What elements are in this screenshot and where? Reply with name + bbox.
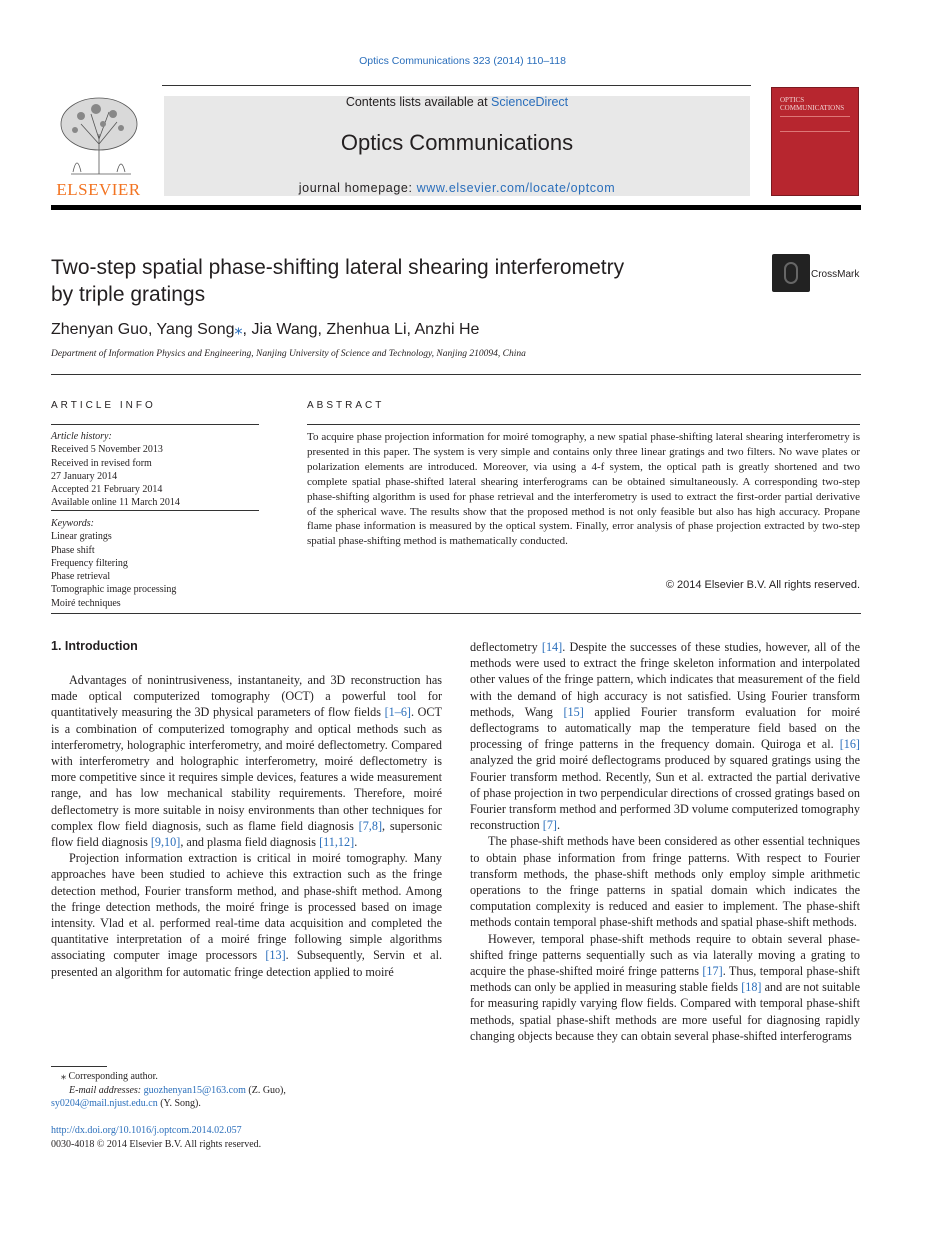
keyword-item: Phase retrieval [51, 571, 111, 583]
text-run: . Despite the successes of these studies, however, all of the methods were used to extract the fringe skeleton information and interpolated other values of the fringe pattern, which indicates that measurement of the field with the demand of high accuracy is not satisfied. Using Fourier transform methods, Wang [470, 640, 860, 719]
text-run: analyzed the grid moiré deflectograms produced by squared gratings using the Fourier transform method. Recently, Sun et al. extracted the partial derivative of phase projection in two perpendicular directions of crossed gratings based on Fourier transform method and performed 3D volume computerized tomography reconstruction [470, 753, 860, 833]
history-item: Received 5 November 2013 [51, 444, 163, 456]
footnote [51, 1070, 351, 1111]
paragraph: The phase-shift methods have been considered as other essential techniques to obtain phase information from fringe patterns. With respect to Fourier transform methods, the phase-shift methods only employ simple arithmetic operations to the fringe patterns in spatial domain which indicates the computation complexity is reduced and easier to implement. The phase-shift methods contain temporal phase-shift methods and spatial phase-shift methods. [470, 834, 860, 930]
text-run: , supersonic flow field diagnosis [51, 818, 442, 850]
crossmark-label[interactable]: CrossMark [811, 269, 860, 280]
email-link[interactable]: sy0204@mail.njust.edu.cn [51, 1098, 158, 1109]
article-info-heading: ARTICLE INFO [51, 400, 156, 411]
footnote-emails [51, 1084, 351, 1098]
text-run: , and plasma field diagnosis [180, 835, 320, 850]
crossmark-icon[interactable] [772, 254, 810, 292]
header-top-rule [162, 85, 751, 86]
keyword-item: Frequency filtering [51, 557, 128, 569]
text-run: Projection information extraction is critical in moiré tomography. Many approaches have been studied to achieve this extraction such as the fringe detection method, Fourier transform method, and phase-shift method. Among the fringe detection methods, the moiré fringe is processed based on image intensity. Vlad et al. performed real-time data acquisition and completed the quantitative interpretation of a moiré fringe following simple algorithms associating computer image processors [51, 851, 442, 963]
keywords-label: Keywords: [51, 518, 94, 529]
citation-link[interactable]: [7,8] [358, 818, 383, 833]
footnote-email-2 [51, 1097, 351, 1111]
keywords [51, 517, 261, 610]
citation-link[interactable]: [15] [563, 704, 584, 719]
journal-name: Optics Communications [340, 130, 574, 155]
tree-logo-icon [51, 94, 146, 179]
citation-link[interactable]: [17] [702, 964, 723, 979]
paragraph [470, 931, 860, 1044]
contents-prefix: Contents lists available at [345, 95, 492, 109]
history-item: Received in revised form [51, 457, 152, 469]
journal-cover-thumbnail[interactable] [771, 87, 859, 196]
keyword-item: Phase shift [51, 544, 95, 556]
text-run: However, temporal phase-shift methods require to obtain several phase-shifted fringe patterns sequentially such as via laterally moving a grating to acquire the phase-shifted moiré fringe patterns [470, 931, 860, 979]
text-run: . Subsequently, Servin et al. presented an algorithm for automatic fringe detection applied to moiré [51, 948, 442, 979]
citation-link[interactable]: [9,10] [150, 835, 181, 850]
email-owner: (Z. Guo), [245, 1084, 286, 1096]
crossmark-glyph [784, 262, 798, 284]
title-bottom-rule [51, 374, 861, 375]
authors-rest: , Jia Wang, Zhenhua Li, Anzhi He [242, 321, 480, 338]
abstract-heading: ABSTRACT [307, 400, 385, 411]
paragraph [51, 850, 442, 980]
footnote-mark: ⁎ [61, 1071, 66, 1082]
contents-line [164, 95, 750, 109]
corresponding-author-mark[interactable]: ⁎ [234, 321, 243, 338]
section-heading-introduction: 1. Introduction [51, 639, 138, 653]
text-run: Advantages of nonintrusiveness, instantaneity, and 3D reconstruction has made optical computerized tomography (OCT) a powerful tool for quantitatively measuring the 3D physical parameters of flow fields [51, 673, 442, 720]
citation-link[interactable]: [7] [542, 818, 557, 833]
text-run: applied Fourier transform evaluation for moiré deflectograms to automatically map the temperature field based on the processing of fringe patterns in the frequency domain. Quiroga et al. [470, 704, 860, 752]
title-line-1: Two-step spatial phase-shifting lateral shearing interferometry [51, 256, 625, 279]
citation-link[interactable]: [18] [741, 980, 762, 995]
paragraph [470, 639, 860, 833]
history-item: Accepted 21 February 2014 [51, 484, 163, 496]
history-label: Article history: [51, 431, 112, 442]
citation-link[interactable]: [13] [265, 948, 286, 963]
doi-block [51, 1124, 451, 1151]
header-thick-rule [51, 205, 861, 210]
citation-link[interactable]: [1–6] [384, 705, 411, 720]
keyword-item: Tomographic image processing [51, 584, 177, 596]
text-run: and are not suitable for measuring rapidly varying flow fields. Compared with temporal phase-shift methods, spatial phase-shift methods are more useful for diagnosing rapidly changing objects because they can obtain several phase-shifted interferograms [470, 980, 860, 1043]
left-column [51, 672, 442, 980]
title-line-2: by triple gratings [51, 283, 206, 306]
article-info-rule [51, 424, 259, 425]
journal-homepage [164, 181, 750, 195]
text-run: . Thus, temporal phase-shift methods can only be applied in measuring stable fields [470, 964, 860, 995]
footnote-rule [51, 1066, 107, 1067]
citation-link[interactable]: [11,12] [319, 835, 355, 850]
abstract-text: To acquire phase projection information for moiré tomography, a new spatial phase-shifting lateral shearing interferometry is presented in this paper. The system is very simple and contains only three linear gratings and two filters. No wave plates or polarization elements are introduced. Moreover, via using a 4-f system, the optical path is greatly shortened and two complete spatial phase-shifted lateral shearing interferograms can be obtained simultaneously. A corresponding two-step phase-shifting algorithm is used for phase retrieval and the interferometry is used to extract the first-order partial derivative of the spherical wave. The results show that the proposed method is not only feasible but also has high accuracy. Propane flame phase information is measured by the optical system. Finally, error analysis of phase projection extracted by two-step spatial phase-shifting method is mathematically conducted. [307, 431, 860, 548]
history-item: Available online 11 March 2014 [51, 497, 180, 509]
affiliation: Department of Information Physics and Engineering, Nanjing University of Science and Technology, Nanjing 210094, China [51, 349, 526, 359]
sciencedirect-link[interactable]: ScienceDirect [491, 95, 569, 109]
footnote-corresponding [51, 1070, 351, 1084]
email-label: E-mail addresses: [69, 1084, 144, 1096]
elsevier-wordmark: ELSEVIER [56, 180, 141, 199]
paragraph [51, 672, 442, 850]
issn-line: 0030-4018 © 2014 Elsevier B.V. All rights reserved. [51, 1138, 262, 1150]
text-run: . OCT is a combination of computerized tomography and optical methods such as interferometry, holographic interferometry, and moiré deflectometry. Compared with interferometry and holographic interferometry, moiré deflectometry is more competitive since it requires simple devices, features a wide measurement range, and has low mechanical stability requirements. Therefore, moiré deflectometry is more suitable in noisy environments than other techniques for complex flow field diagnosis, such as flame field diagnosis [51, 705, 443, 833]
email-owner: (Y. Song). [157, 1098, 201, 1109]
homepage-link[interactable]: www.elsevier.com/locate/optcom [416, 181, 616, 195]
text-run: . [354, 835, 358, 850]
email-link[interactable]: guozhenyan15@163.com [143, 1084, 246, 1096]
doi-link[interactable]: http://dx.doi.org/10.1016/j.optcom.2014.02.057 [51, 1125, 242, 1136]
right-column [470, 639, 860, 1044]
author-list [51, 319, 479, 339]
keyword-item: Linear gratings [51, 531, 112, 543]
cover-title: OPTICS COMMUNICATIONS [780, 96, 845, 112]
history-divider [51, 510, 259, 511]
cover-decoration [780, 116, 850, 132]
article-history [51, 430, 261, 510]
abstract-rule [307, 424, 860, 425]
abstract-bottom-rule [51, 613, 861, 614]
text-run: deflectometry [470, 640, 542, 654]
footnote-corresponding-text: Corresponding author. [66, 1071, 158, 1082]
text-run: . [556, 818, 561, 833]
homepage-prefix: journal homepage: [298, 181, 417, 195]
citation-link[interactable]: [16] [839, 737, 860, 752]
authors-first: Zhenyan Guo, Yang Song [51, 321, 235, 338]
abstract-copyright: © 2014 Elsevier B.V. All rights reserved. [665, 579, 860, 591]
history-item: 27 January 2014 [51, 470, 118, 482]
journal-reference-link[interactable]: Optics Communications 323 (2014) 110–118 [359, 55, 566, 67]
citation-link[interactable]: [14] [541, 640, 563, 654]
keyword-item: Moiré techniques [51, 597, 121, 609]
article-title [51, 254, 751, 308]
